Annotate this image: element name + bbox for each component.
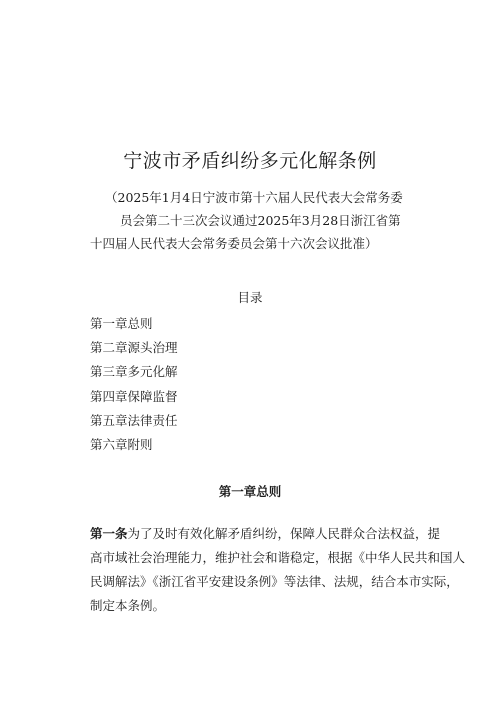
adoption-note — [90, 186, 420, 255]
toc-heading: 目录 — [237, 290, 263, 305]
adoption-note-line: 员会第二十三次会议通过2025年3月28日浙江省第 — [120, 213, 401, 228]
article-number: 第一条 — [90, 526, 128, 541]
document-title: 宁波市矛盾纠纷多元化解条例 — [123, 150, 377, 172]
article-line: 民调解法》《浙江省平安建设条例》等法律、法规，结合本市实际， — [90, 574, 459, 589]
toc-item: 第二章源头治理 — [90, 340, 178, 356]
adoption-note-line: （2025年1月4日宁波市第十六届人民代表大会常务委 — [105, 190, 403, 205]
article-line — [90, 522, 445, 546]
adoption-note-line: 十四届人民代表大会常务委员会第十六次会议批准） — [90, 236, 378, 251]
table-of-contents — [90, 312, 178, 457]
toc-item: 第四章保障监督 — [90, 388, 178, 404]
toc-item: 第三章多元化解 — [90, 364, 178, 380]
article-paragraph — [90, 522, 466, 618]
article-text: 为了及时有效化解矛盾纠纷，保障人民群众合法权益，提 — [127, 526, 441, 541]
article-line: 高市域社会治理能力，维护社会和谐稳定，根据《中华人民共和国人 — [90, 550, 466, 565]
toc-item: 第五章法律责任 — [90, 412, 178, 428]
chapter-heading: 第一章总则 — [218, 484, 282, 499]
toc-item: 第一章总则 — [90, 316, 153, 331]
article-line: 制定本条例。 — [90, 598, 166, 613]
toc-item: 第六章附则 — [90, 437, 153, 453]
